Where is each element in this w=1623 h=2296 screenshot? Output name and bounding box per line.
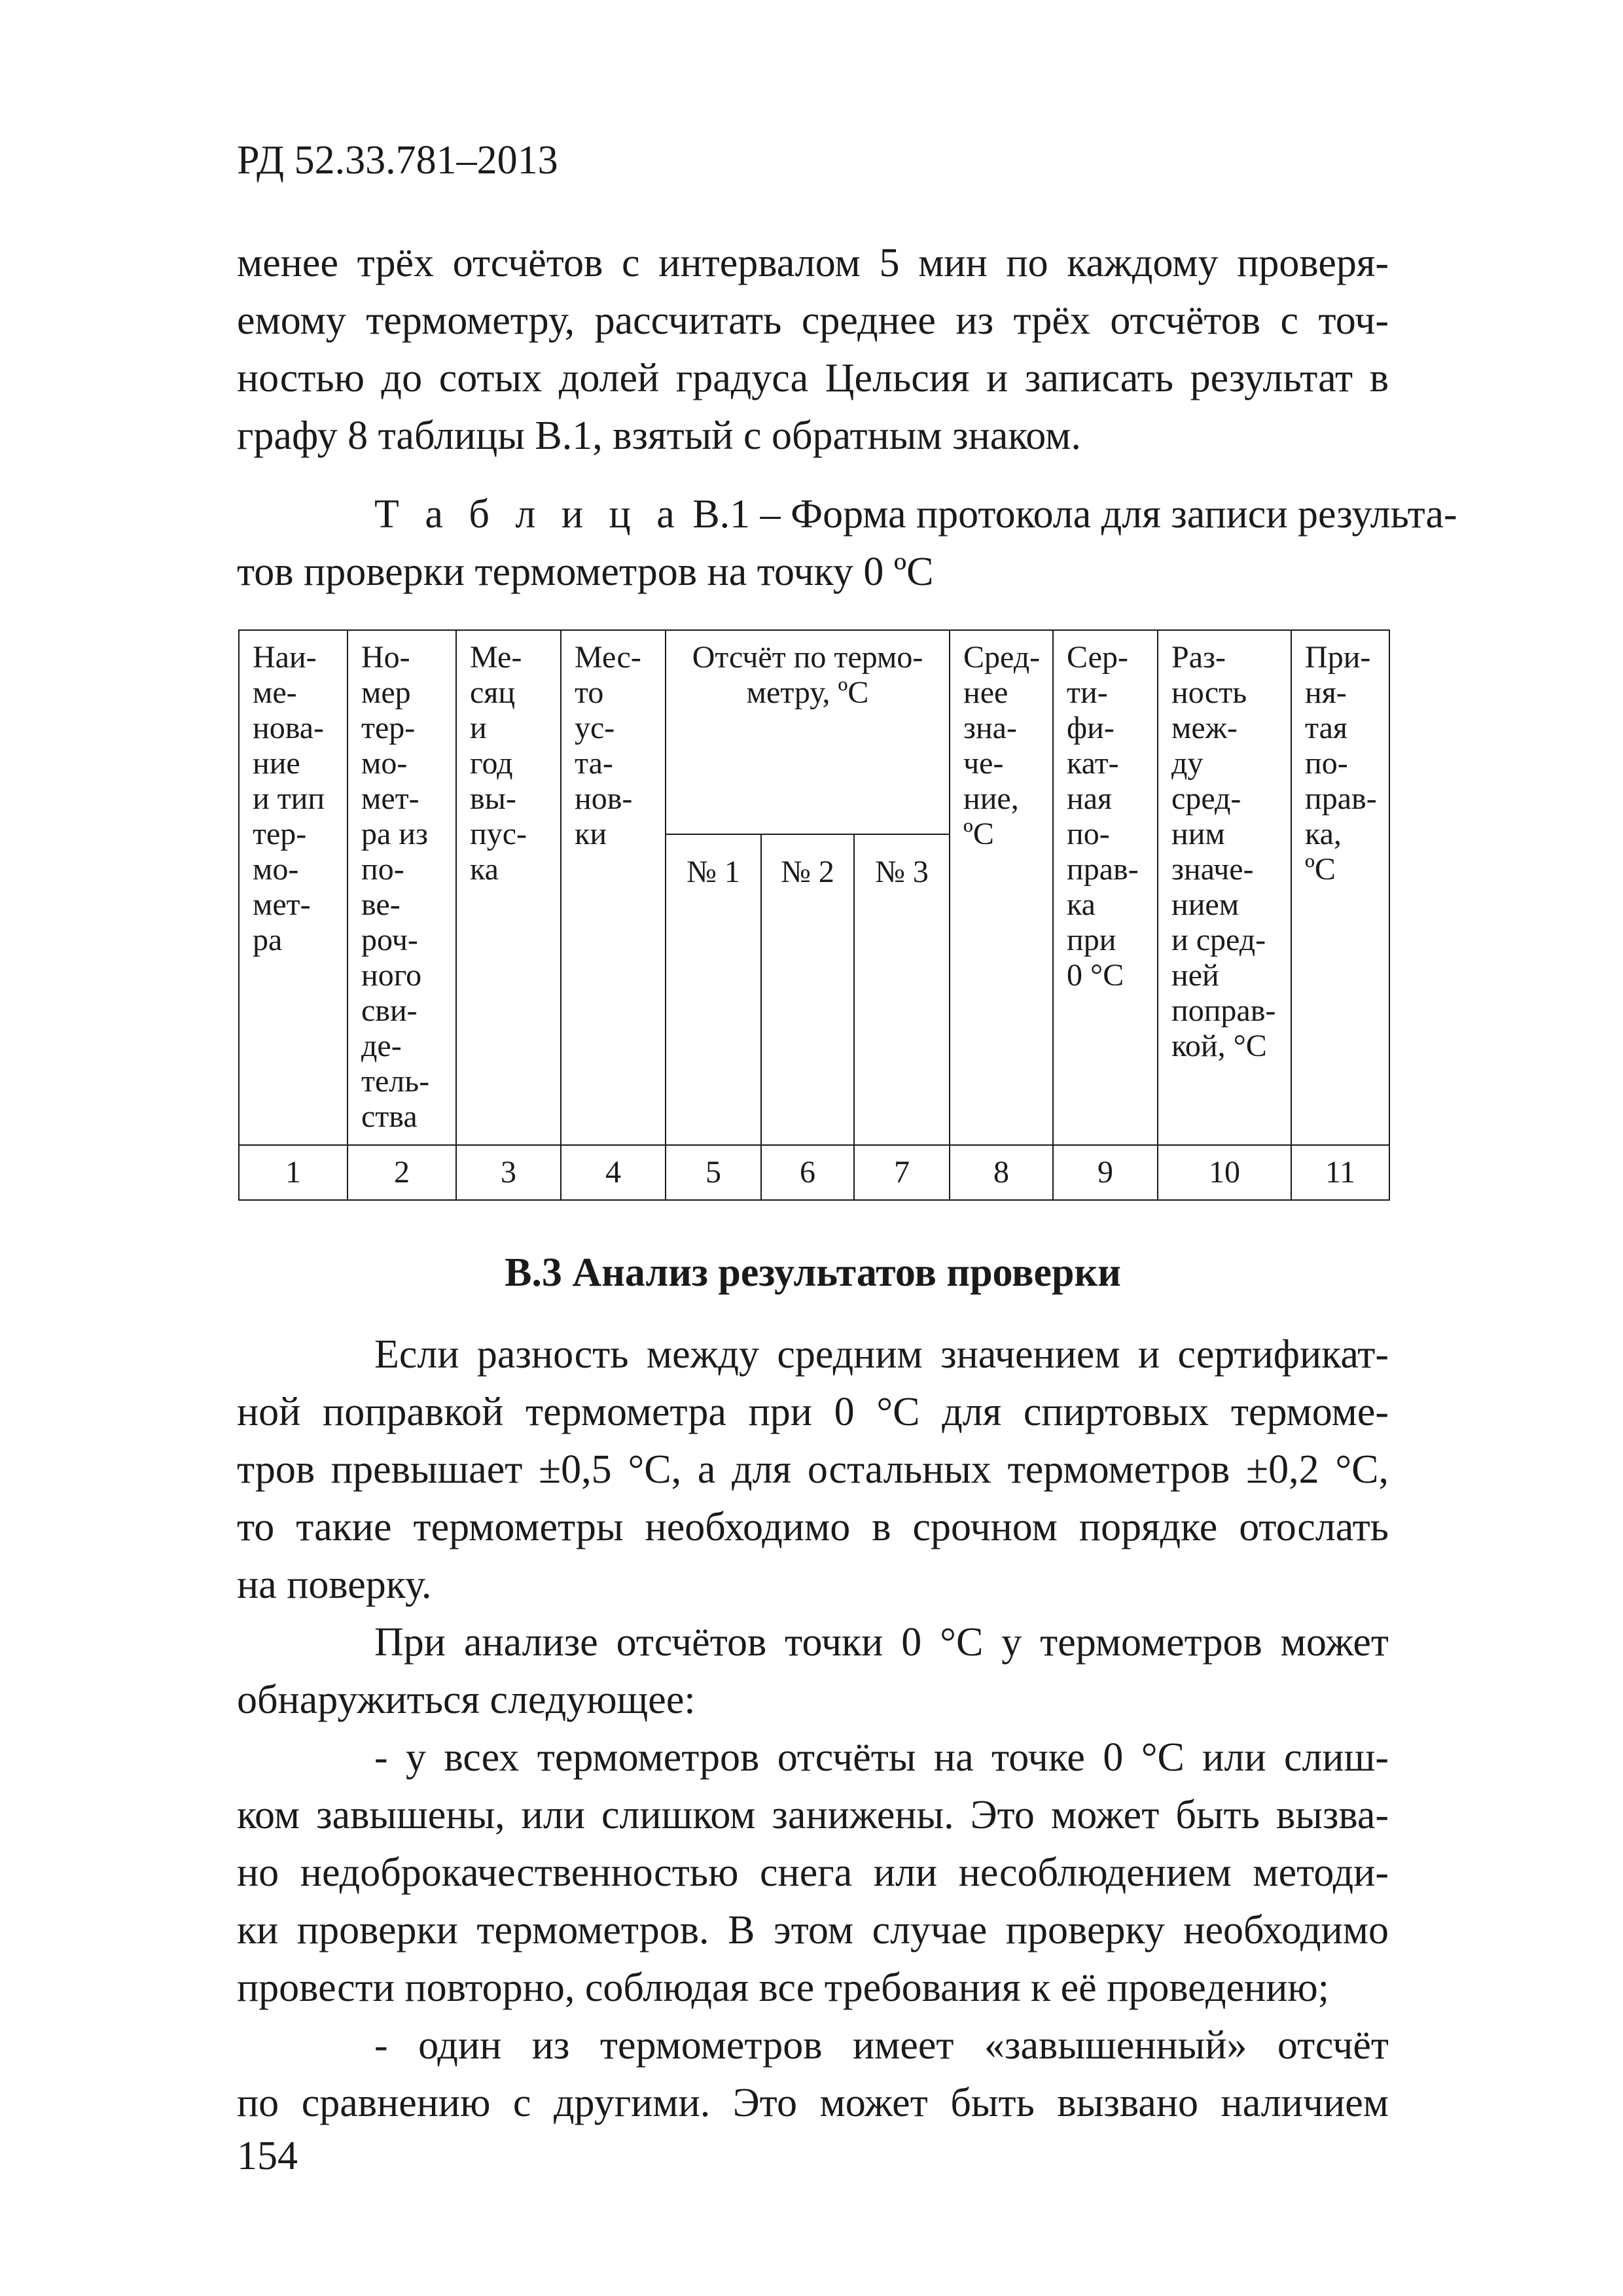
text-line: тров превышает ±0,5 °С, а для остальных термометров ±0,2 °С, — [237, 1447, 1389, 1492]
column-number-cell: 7 — [854, 1145, 950, 1200]
text-line: то такие термометры необходимо в срочном порядке отослать — [237, 1505, 1389, 1549]
table-header-cell: Сред- нее зна- че- ние, ºС — [950, 630, 1053, 1145]
table-caption-label: Т а б л и ц а — [374, 492, 683, 537]
text-line: ки проверки термометров. В этом случае проверку необходимо — [237, 1908, 1389, 1952]
table-header-cell: Наи- ме- нова- ние и тип тер- мо- мет- ра — [239, 630, 348, 1145]
section-heading: В.3 Анализ результатов проверки — [505, 1250, 1121, 1295]
text-line: емому термометру, рассчитать среднее из трёх отсчётов с точ- — [237, 298, 1389, 343]
column-number-cell: 8 — [950, 1145, 1053, 1200]
paragraph-1 — [237, 1326, 1389, 1614]
table-subheader-cell: № 2 — [761, 834, 854, 1145]
text-line: При анализе отсчётов точки 0 °С у термометров может — [374, 1620, 1389, 1665]
text-line: - у всех термометров отсчёты на точке 0 °С или слиш- — [374, 1735, 1389, 1780]
table-caption — [237, 486, 1457, 601]
paragraph-3 — [237, 1729, 1389, 2017]
column-number-cell: 1 — [239, 1145, 348, 1200]
document-header: РД 52.33.781–2013 — [237, 138, 558, 183]
text-line: Если разность между средним значением и сертификат- — [374, 1332, 1389, 1377]
text-line: - один из термометров имеет «завышенный» отсчёт — [374, 2023, 1389, 2068]
intro-paragraph — [237, 234, 1389, 465]
table-subheader-cell: № 1 — [666, 834, 761, 1145]
table-header-cell: Ме- сяц и год вы- пус- ка — [456, 630, 561, 1145]
paragraph-2 — [237, 1614, 1389, 1729]
table-header-cell: Мес- то ус- та- нов- ки — [561, 630, 666, 1145]
table-header-cell: Сер- ти- фи- кат- ная по- прав- ка при 0 °С — [1053, 630, 1158, 1145]
text-line: ком завышены, или слишком занижены. Это может быть вызва- — [237, 1793, 1389, 1837]
paragraph-4 — [237, 2017, 1389, 2132]
column-number-cell: 6 — [761, 1145, 854, 1200]
text-line: графу 8 таблицы В.1, взятый с обратным знаком. — [237, 414, 1081, 458]
table-header-cell: Но- мер тер- мо- мет- ра из по- ве- роч- ного сви- де- тель- ства — [348, 630, 456, 1145]
column-number-cell: 11 — [1291, 1145, 1389, 1200]
page-number: 154 — [237, 2134, 298, 2178]
table-header-cell: Раз- ность меж- ду сред- ним значе- нием и сред- ней поправ- кой, °С — [1158, 630, 1291, 1145]
protocol-table — [238, 629, 1390, 1201]
column-number-cell: 10 — [1158, 1145, 1291, 1200]
table-caption-title: В.1 – Форма протокола для записи результа- — [682, 492, 1457, 537]
table-caption-line: тов проверки термометров на точку 0 ºС — [237, 550, 934, 594]
text-line: менее трёх отсчётов с интервалом 5 мин по каждому проверя- — [237, 241, 1389, 285]
text-line: ной поправкой термометра при 0 °С для спиртовых термоме- — [237, 1390, 1389, 1434]
column-number-cell: 9 — [1053, 1145, 1158, 1200]
column-number-cell: 3 — [456, 1145, 561, 1200]
column-number-cell: 5 — [666, 1145, 761, 1200]
text-line: по сравнению с другими. Это может быть вызвано наличием — [237, 2081, 1389, 2125]
column-number-cell: 4 — [561, 1145, 666, 1200]
table-header-cell-reading: Отсчёт по термо- метру, ºС — [666, 630, 950, 834]
table-header-cell: При- ня- тая по- прав- ка, ºС — [1291, 630, 1389, 1145]
text-line: но недоброкачественностью снега или несоблюдением методи- — [237, 1850, 1389, 1895]
text-line: обнаружиться следующее: — [237, 1678, 696, 1722]
table-subheader-cell: № 3 — [854, 834, 950, 1145]
text-line: провести повторно, соблюдая все требования к её проведению; — [237, 1966, 1329, 2010]
text-line: ностью до сотых долей градуса Цельсия и записать результат в — [237, 356, 1389, 400]
column-number-cell: 2 — [348, 1145, 456, 1200]
protocol-table-wrapper — [238, 629, 1389, 1198]
table-caption-line — [237, 486, 1457, 543]
text-line: на поверку. — [237, 1563, 432, 1607]
